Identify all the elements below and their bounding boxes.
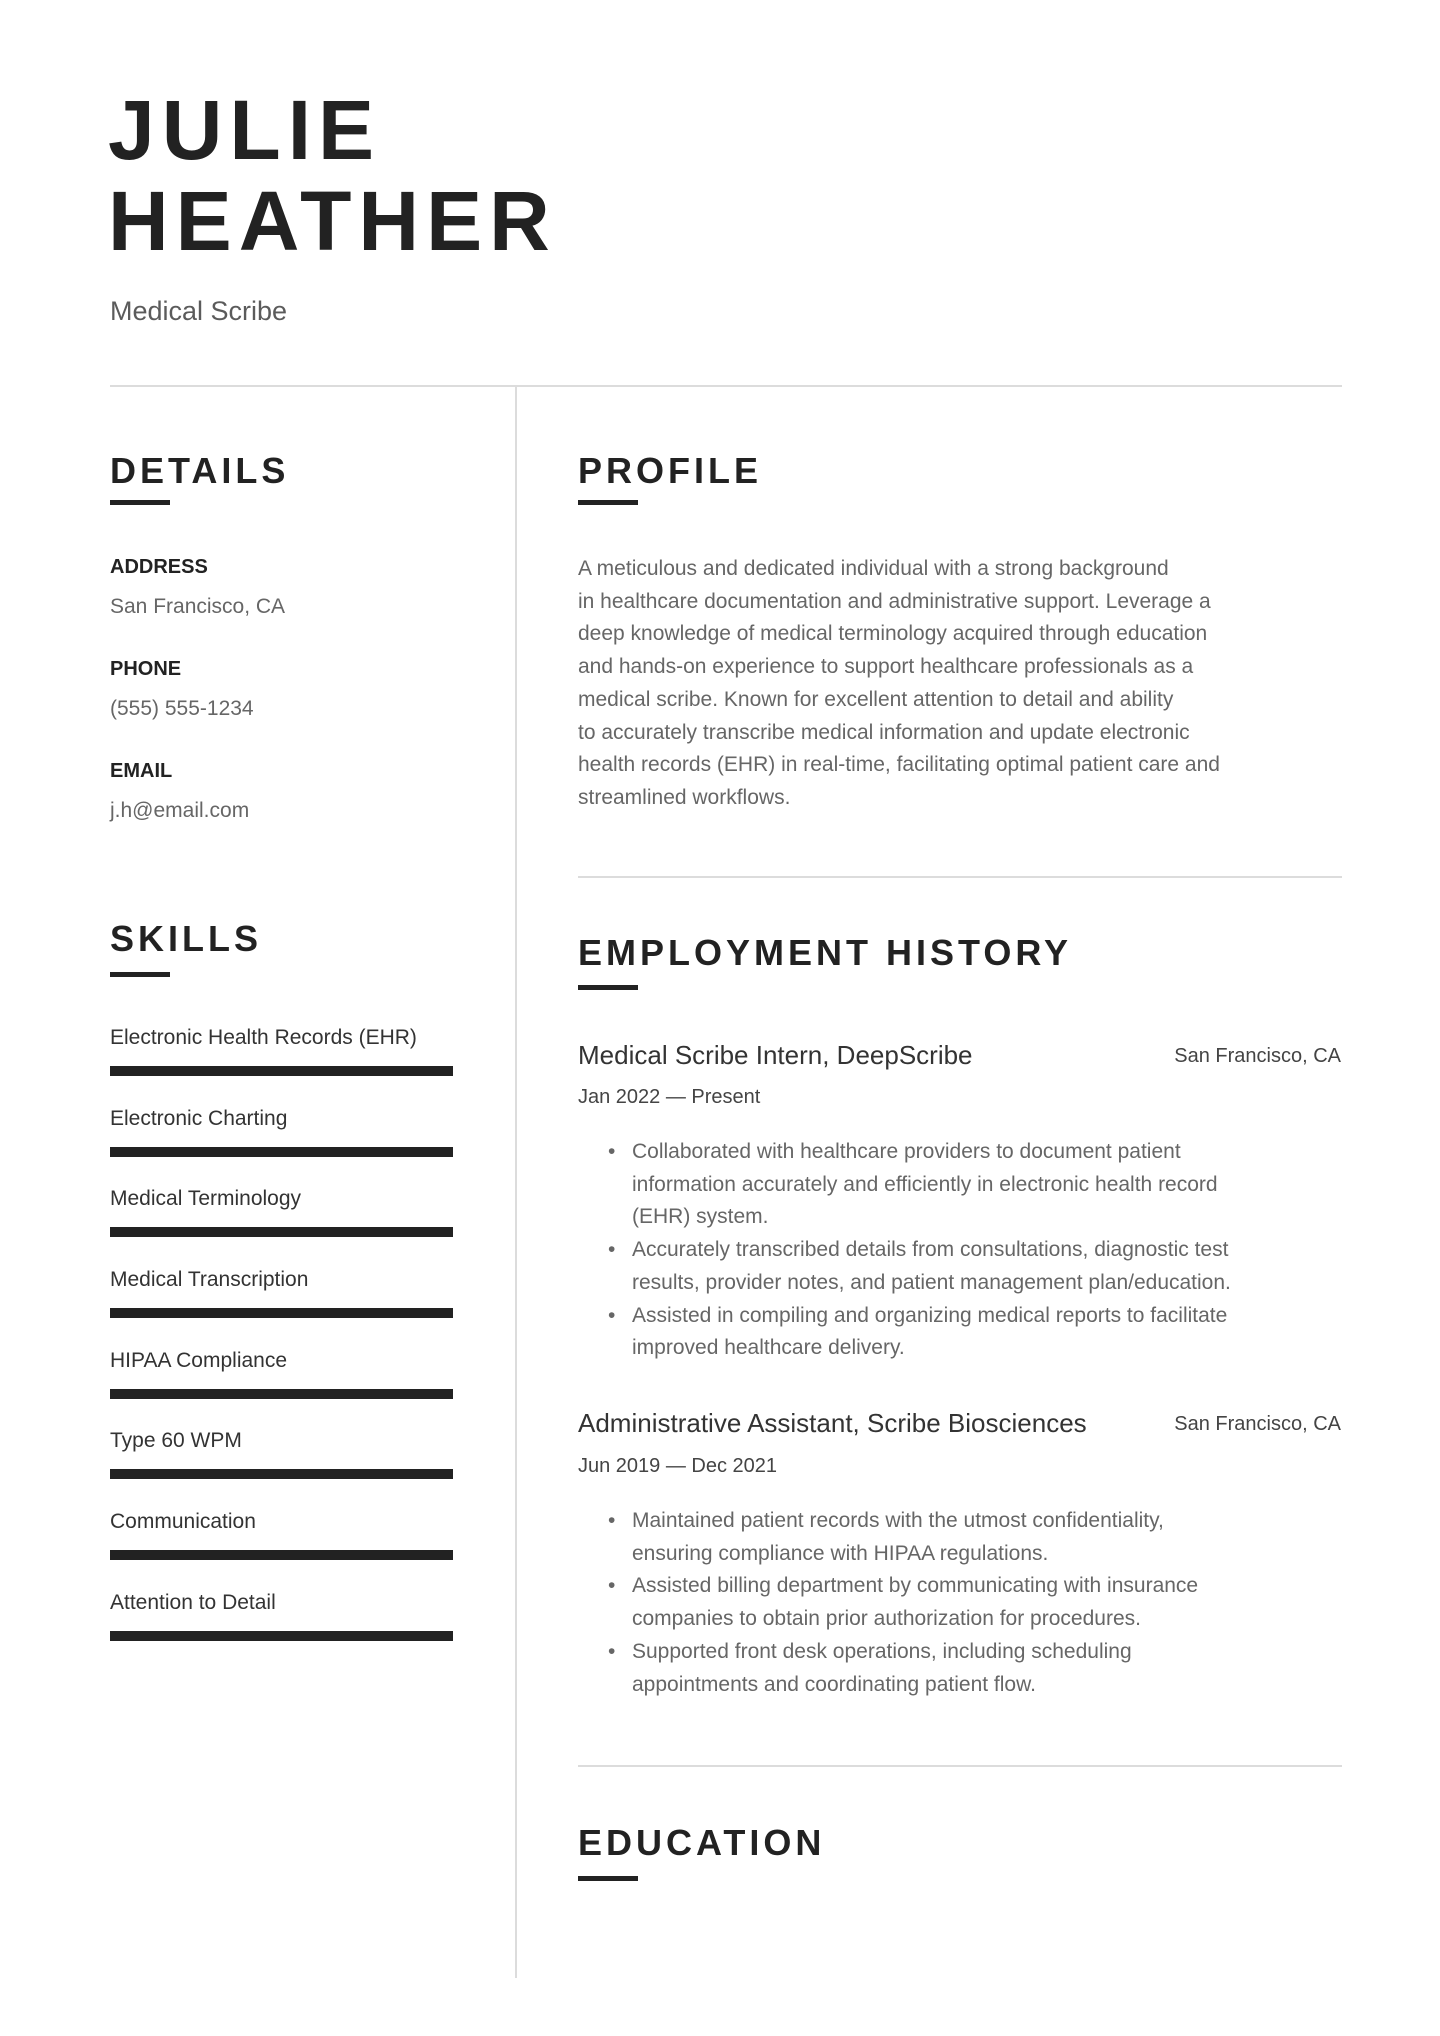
skill-level-fill: [110, 1550, 453, 1560]
bullet-line: Supported front desk operations, including scheduling: [632, 1639, 1132, 1663]
skill-label: HIPAA Compliance: [110, 1349, 288, 1372]
skill-level-bar: [110, 1227, 453, 1237]
skills-heading: SKILLS: [110, 918, 263, 959]
profile-summary: [578, 553, 1348, 815]
skill-label: Communication: [110, 1510, 256, 1533]
job-dates: Jan 2022 — Present: [578, 1086, 761, 1108]
phone-value: (555) 555-1234: [110, 697, 254, 720]
details-underline: [110, 500, 170, 505]
bullet-line: appointments and coordinating patient flow.: [632, 1672, 1036, 1696]
bullet-line: results, provider notes, and patient management plan/education.: [632, 1270, 1231, 1294]
skill-level-bar: [110, 1308, 453, 1318]
skill-level-bar: [110, 1066, 453, 1076]
job-location: San Francisco, CA: [1174, 1413, 1341, 1435]
bullet-line: Collaborated with healthcare providers to document patient: [632, 1140, 1181, 1163]
bullet-icon: •: [608, 1140, 616, 1163]
skill-level-bar: [110, 1550, 453, 1560]
bullet-icon: •: [608, 1303, 616, 1327]
bullet-line: Assisted billing department by communicating with insurance: [632, 1574, 1199, 1598]
details-heading: DETAILS: [110, 450, 290, 491]
bullet-item: [578, 1570, 1348, 1635]
skill-level-fill: [110, 1227, 453, 1237]
profile-divider: [578, 876, 1342, 878]
profile-line: health records (EHR) in real-time, facilitating optimal patient care and: [578, 753, 1220, 777]
education-heading: EDUCATION: [578, 1822, 826, 1863]
bullet-line: improved healthcare delivery.: [632, 1336, 905, 1360]
skill-level-fill: [110, 1066, 453, 1076]
employment-heading: EMPLOYMENT HISTORY: [578, 932, 1073, 973]
employment-divider: [578, 1765, 1342, 1767]
bullet-line: Maintained patient records with the utmost confidentiality,: [632, 1509, 1164, 1532]
job-location: San Francisco, CA: [1174, 1045, 1341, 1067]
last-name: HEATHER: [108, 174, 557, 268]
skill-label: Attention to Detail: [110, 1591, 276, 1614]
skill-level-fill: [110, 1389, 453, 1399]
email-label: EMAIL: [110, 760, 173, 782]
skill-level-fill: [110, 1631, 453, 1641]
skills-underline: [110, 972, 170, 977]
skill-level-fill: [110, 1308, 453, 1318]
bullet-icon: •: [608, 1574, 616, 1598]
bullet-line: (EHR) system.: [632, 1205, 769, 1229]
bullet-item: [578, 1234, 1348, 1299]
profile-underline: [578, 500, 638, 505]
bullet-line: Assisted in compiling and organizing medical reports to facilitate: [632, 1303, 1228, 1327]
bullet-item: [578, 1505, 1348, 1570]
bullet-icon: •: [608, 1509, 616, 1532]
first-name: JULIE: [108, 83, 382, 177]
job-dates: Jun 2019 — Dec 2021: [578, 1455, 778, 1477]
skill-level-bar: [110, 1631, 453, 1641]
bullet-line: information accurately and efficiently in electronic health record: [632, 1172, 1218, 1196]
address-label: ADDRESS: [110, 556, 208, 578]
skill-label: Medical Transcription: [110, 1268, 309, 1291]
skill-level-fill: [110, 1469, 453, 1479]
profile-line: in healthcare documentation and administrative support. Leverage a: [578, 589, 1211, 613]
skill-label: Medical Terminology: [110, 1187, 302, 1210]
skill-level-bar: [110, 1469, 453, 1479]
job-bullets: [578, 1505, 1348, 1701]
job-title: Medical Scribe: [110, 296, 288, 326]
bullet-line: Accurately transcribed details from consultations, diagnostic test: [632, 1238, 1229, 1262]
bullet-icon: •: [608, 1238, 616, 1262]
email-value: j.h@email.com: [110, 799, 250, 822]
job-bullets: [578, 1136, 1348, 1365]
profile-line: streamlined workflows.: [578, 785, 791, 809]
skill-label: Electronic Health Records (EHR): [110, 1026, 417, 1049]
profile-line: deep knowledge of medical terminology acquired through education: [578, 622, 1208, 646]
education-underline: [578, 1876, 638, 1881]
employment-underline: [578, 985, 638, 990]
column-divider: [515, 386, 517, 1978]
profile-heading: PROFILE: [578, 450, 763, 491]
bullet-line: companies to obtain prior authorization for procedures.: [632, 1607, 1141, 1631]
bullet-item: [578, 1636, 1348, 1701]
address-value: San Francisco, CA: [110, 595, 286, 618]
job-title: Administrative Assistant, Scribe Biosciences: [578, 1408, 1087, 1438]
bullet-item: [578, 1136, 1348, 1234]
skill-label: Type 60 WPM: [110, 1429, 242, 1452]
bullet-line: ensuring compliance with HIPAA regulations.: [632, 1541, 1049, 1565]
profile-line: and hands-on experience to support healthcare professionals as a: [578, 655, 1194, 679]
profile-line: A meticulous and dedicated individual with a strong background: [578, 557, 1169, 580]
bullet-icon: •: [608, 1639, 616, 1663]
skill-label: Electronic Charting: [110, 1107, 288, 1130]
job-title: Medical Scribe Intern, DeepScribe: [578, 1040, 973, 1070]
skill-level-bar: [110, 1147, 453, 1157]
bullet-item: [578, 1300, 1348, 1365]
skill-level-fill: [110, 1147, 453, 1157]
phone-label: PHONE: [110, 658, 182, 680]
skill-level-bar: [110, 1389, 453, 1399]
profile-line: medical scribe. Known for excellent attention to detail and ability: [578, 687, 1174, 711]
profile-line: to accurately transcribe medical information and update electronic: [578, 720, 1190, 744]
header-divider: [110, 385, 1342, 387]
